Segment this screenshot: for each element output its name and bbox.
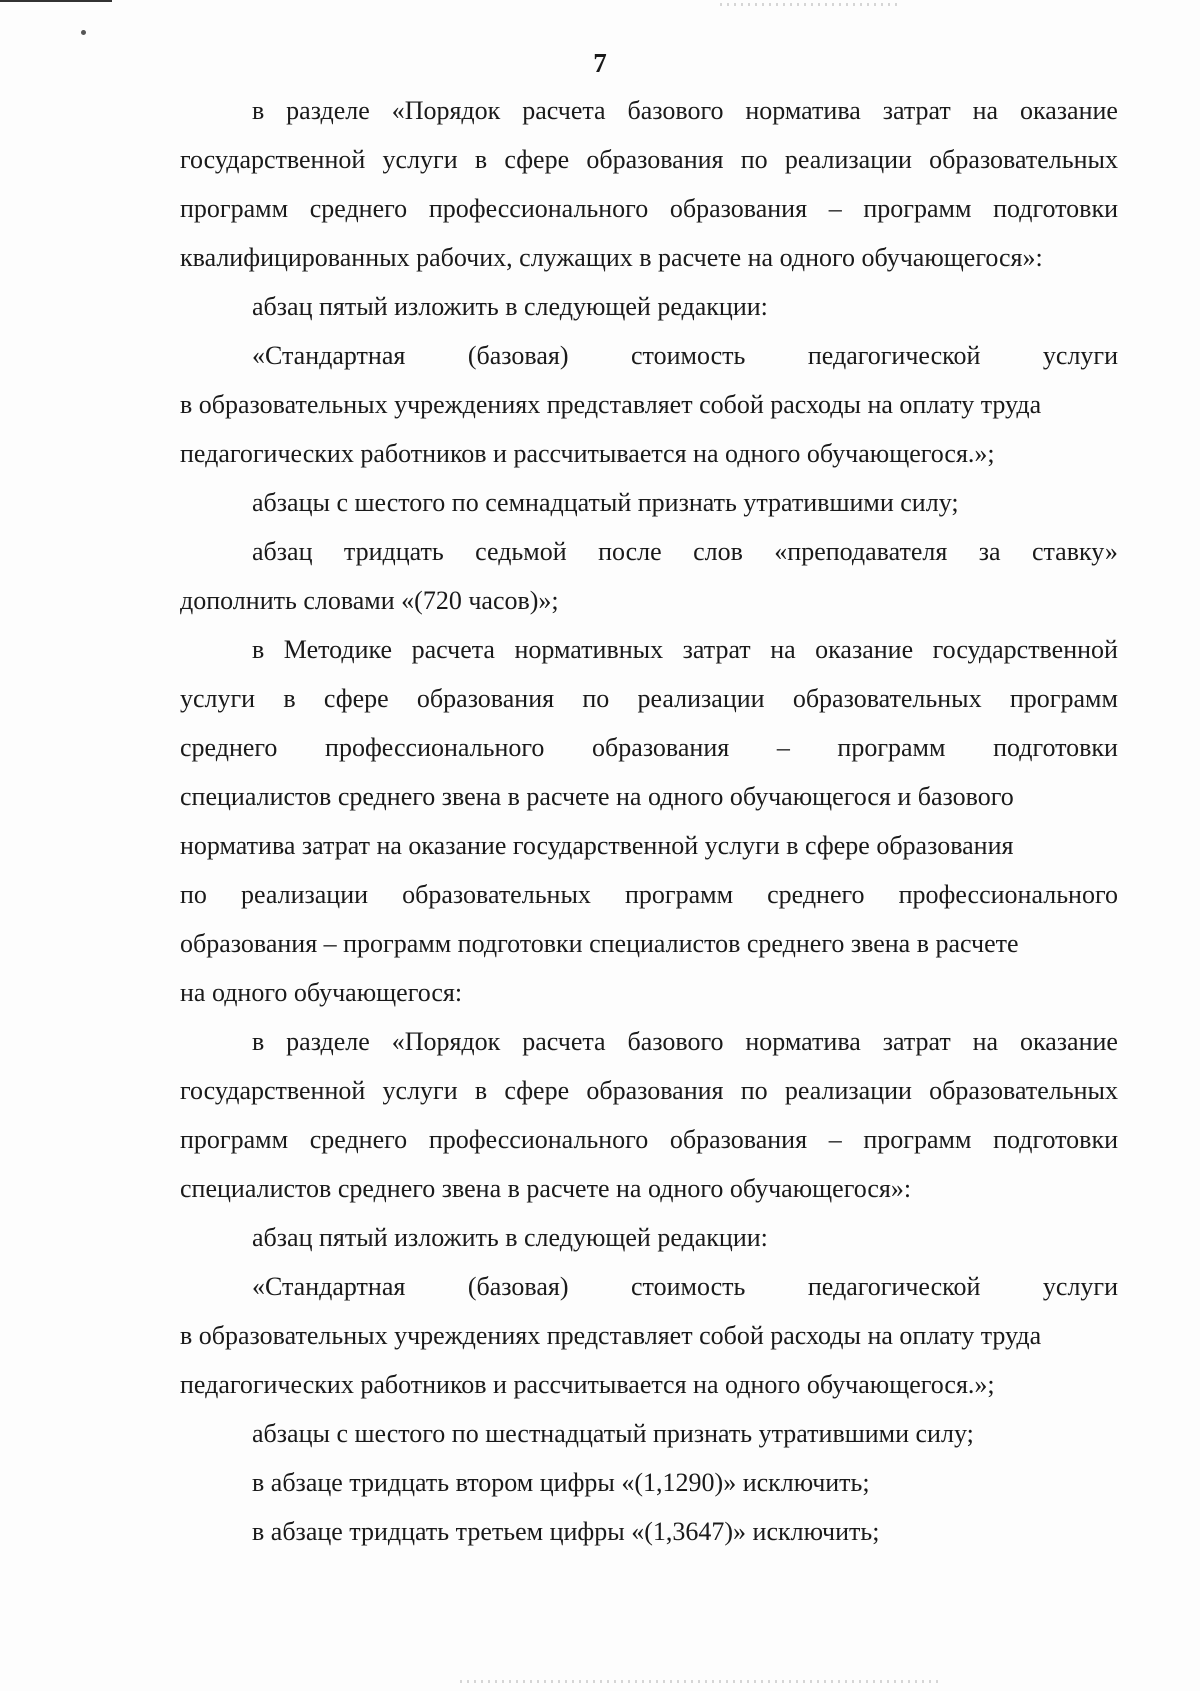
text-line [180, 1121, 1118, 1170]
text-line [180, 141, 1118, 190]
text-line: в абзаце тридцать втором цифры «(1,1290)» исключить; [252, 1468, 870, 1497]
word: государственной [932, 635, 1118, 664]
text-line: абзацы с шестого по семнадцатый признать утратившими силу; [252, 488, 959, 517]
word: затрат [882, 1027, 951, 1056]
scan-noise [720, 3, 900, 6]
word: в [252, 96, 265, 125]
word: программ [180, 194, 289, 223]
text-line: специалистов среднего звена в расчете на одного обучающегося»: [180, 1174, 912, 1203]
word: абзац [252, 537, 313, 566]
word: профессионального [325, 733, 545, 762]
word: профессионального [428, 194, 649, 223]
word: профессионального [428, 1125, 649, 1154]
word: «Порядок [391, 96, 501, 125]
word: оказание [1020, 1027, 1118, 1056]
word: «Стандартная [252, 1272, 406, 1301]
word: «Стандартная [252, 341, 406, 370]
text-line: абзац пятый изложить в следующей редакции: [252, 292, 768, 321]
word: программ [837, 733, 946, 762]
word: в [474, 1076, 488, 1105]
word: педагогической [807, 1272, 981, 1301]
word: сфере [504, 1076, 570, 1105]
word: «Порядок [391, 1027, 501, 1056]
word: образования [669, 194, 808, 223]
word: разделе [286, 96, 370, 125]
word: расчета [411, 635, 495, 664]
text-line [180, 1072, 1118, 1121]
word: реализации [240, 880, 369, 909]
text-line [180, 680, 1118, 729]
word: образования [586, 1076, 724, 1105]
word: базового [627, 96, 724, 125]
text-line: абзацы с шестого по шестнадцатый признать утратившими силу; [252, 1419, 974, 1448]
word: на [972, 96, 999, 125]
word: среднего [767, 880, 865, 909]
word: (базовая) [467, 341, 569, 370]
word: образования [669, 1125, 808, 1154]
word: ставку» [1031, 537, 1118, 566]
word: услуги [1042, 341, 1118, 370]
word: услуги [382, 1076, 458, 1105]
word: нормативных [514, 635, 664, 664]
text-line [180, 729, 1118, 778]
text-line: абзац пятый изложить в следующей редакции: [252, 1223, 768, 1252]
scan-edge-line [0, 0, 112, 2]
word: реализации [637, 684, 765, 713]
word: в [474, 145, 488, 174]
word: – [828, 1125, 842, 1154]
word: стоимость [631, 1272, 746, 1301]
word: после [598, 537, 662, 566]
word: тридцать [343, 537, 444, 566]
word: программ [863, 194, 972, 223]
word: на [770, 635, 796, 664]
word: программ [180, 1125, 289, 1154]
word: (базовая) [467, 1272, 569, 1301]
word: профессионального [898, 880, 1118, 909]
word: подготовки [993, 733, 1118, 762]
word: норматива [745, 1027, 861, 1056]
text-line [180, 876, 1118, 925]
word: в [252, 635, 265, 664]
text-line: на одного обучающегося: [180, 978, 463, 1007]
word: по [740, 145, 768, 174]
word: – [828, 194, 842, 223]
word: услуги [382, 145, 458, 174]
word: образования [586, 145, 724, 174]
word: стоимость [631, 341, 746, 370]
word: Методике [283, 635, 393, 664]
scan-noise [460, 1680, 940, 1683]
word: слов [693, 537, 743, 566]
word: оказание [1020, 96, 1118, 125]
word: услуги [180, 684, 256, 713]
word: образования [592, 733, 730, 762]
text-line [180, 631, 1118, 680]
text-line: дополнить словами «(720 часов)»; [180, 586, 559, 615]
text-line [180, 1023, 1118, 1072]
word: в [283, 684, 296, 713]
word: сфере [504, 145, 570, 174]
word: реализации [784, 145, 912, 174]
word: затрат [682, 635, 751, 664]
scan-dot [81, 30, 86, 35]
word: базового [627, 1027, 724, 1056]
text-line [180, 190, 1118, 239]
text-line [180, 92, 1118, 141]
word: государственной [180, 145, 366, 174]
word: образовательных [929, 1076, 1118, 1105]
word: оказание [815, 635, 914, 664]
word: образовательных [402, 880, 591, 909]
document-body [180, 92, 1118, 1562]
text-line: в абзаце тридцать третьем цифры «(1,3647)» исключить; [252, 1517, 880, 1546]
word: разделе [286, 1027, 370, 1056]
word: норматива [745, 96, 861, 125]
word: среднего [309, 194, 408, 223]
text-line [180, 1268, 1118, 1317]
word: расчета [522, 96, 606, 125]
word: услуги [1042, 1272, 1118, 1301]
word: расчета [522, 1027, 606, 1056]
word: «преподавателя [774, 537, 948, 566]
word: подготовки [993, 194, 1118, 223]
word: по [582, 684, 610, 713]
word: по [740, 1076, 768, 1105]
word: среднего [309, 1125, 408, 1154]
text-line: квалифицированных рабочих, служащих в расчете на одного обучающегося»: [180, 243, 1043, 272]
text-line [180, 533, 1118, 582]
text-line: норматива затрат на оказание государственной услуги в сфере образования [180, 831, 1014, 860]
word: образовательных [792, 684, 982, 713]
word: сфере [323, 684, 389, 713]
text-line [180, 337, 1118, 386]
word: педагогической [807, 341, 981, 370]
text-line: педагогических работников и рассчитывается на одного обучающегося.»; [180, 1370, 995, 1399]
word: подготовки [993, 1125, 1118, 1154]
text-line: в образовательных учреждениях представляет собой расходы на оплату труда [180, 390, 1042, 419]
word: – [776, 733, 790, 762]
word: на [972, 1027, 999, 1056]
word: программ [625, 880, 734, 909]
word: программ [863, 1125, 972, 1154]
word: образования [416, 684, 555, 713]
word: государственной [180, 1076, 366, 1105]
word: среднего [180, 733, 278, 762]
text-line: педагогических работников и рассчитывается на одного обучающегося.»; [180, 439, 995, 468]
word: в [252, 1027, 265, 1056]
word: программ [1009, 684, 1118, 713]
word: седьмой [475, 537, 567, 566]
word: образовательных [929, 145, 1118, 174]
page-number: 7 [593, 48, 607, 78]
text-line: специалистов среднего звена в расчете на одного обучающегося и базового [180, 782, 1014, 811]
word: за [978, 537, 1001, 566]
word: по [180, 880, 207, 909]
word: реализации [784, 1076, 912, 1105]
text-line: образования – программ подготовки специалистов среднего звена в расчете [180, 929, 1019, 958]
text-line: в образовательных учреждениях представляет собой расходы на оплату труда [180, 1321, 1042, 1350]
word: затрат [882, 96, 951, 125]
